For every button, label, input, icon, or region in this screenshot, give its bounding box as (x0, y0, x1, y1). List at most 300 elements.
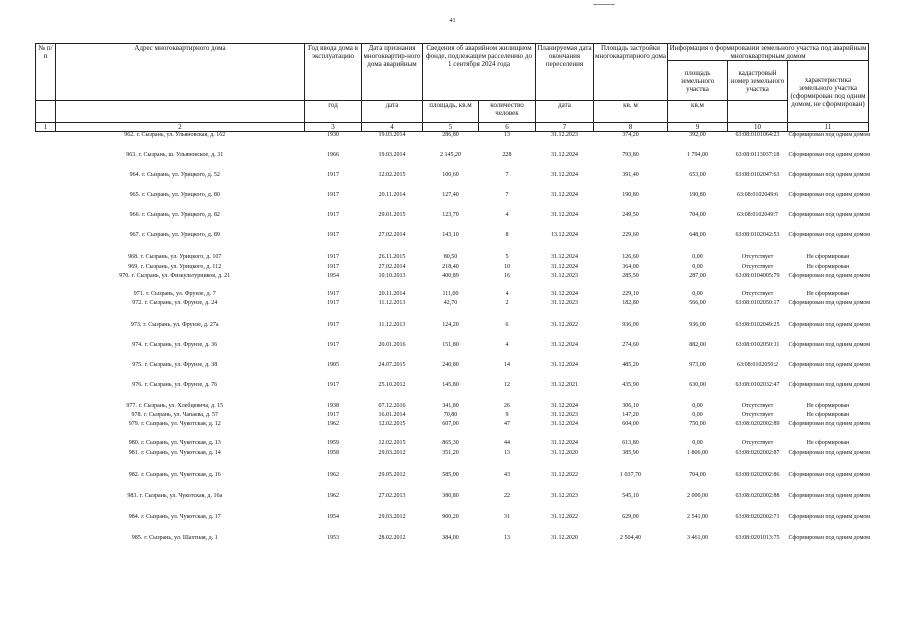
row-number: 967. (129, 231, 141, 238)
land-area-cell: 566,00 (689, 299, 706, 306)
plan-date-cell: 31.12.2021 (551, 381, 578, 388)
plan-date-cell: 31.12.2024 (551, 151, 578, 158)
year-cell: 1953 (327, 534, 339, 541)
land-area-cell: 2 541,00 (687, 513, 708, 520)
status-cell: Сформирован под одним домом (788, 471, 871, 478)
column-number: 6 (479, 123, 536, 132)
plan-date-cell: 31.12.2023 (551, 492, 578, 499)
year-cell: 1917 (327, 290, 339, 297)
address-cell (36, 412, 305, 421)
address-text: г. Сызрань, ул. Чукотская, д. 13 (141, 439, 221, 446)
date-cell: 25.10.2012 (378, 381, 406, 388)
year-cell: 1917 (327, 299, 339, 306)
land-area-cell: 0,00 (692, 290, 703, 297)
header-row-1 (36, 44, 869, 61)
address-text: г. Сызрань, ул. Фрунзе, д. 38 (144, 361, 218, 368)
cadastral-cell: 63:08:0102050:2 (736, 361, 778, 368)
area-cell: 351,20 (442, 449, 459, 456)
header-address: Адрес многоквартирного дома (56, 44, 305, 101)
plan-date-cell: 31.12.2023 (551, 272, 578, 279)
table-row (36, 535, 869, 555)
status-cell: Сформирован под одним домом (788, 534, 871, 541)
year-cell: 1958 (327, 449, 339, 456)
land-area-cell: 648,00 (689, 231, 706, 238)
build-area-cell: 147,20 (622, 411, 639, 418)
address-cell (36, 450, 305, 472)
land-area-cell: 973,00 (689, 361, 706, 368)
area-cell: 111,00 (442, 290, 459, 297)
people-cell: 10 (504, 263, 510, 270)
table-row (36, 212, 869, 232)
area-cell: 900,20 (442, 513, 459, 520)
date-cell: 12.02.2015 (378, 171, 406, 178)
table-row (36, 152, 869, 172)
build-area-cell: 182,80 (622, 299, 639, 306)
status-cell: Сформирован под одним домом (788, 449, 871, 456)
cadastral-cell: 63:08:0201013:75 (735, 534, 780, 541)
address-cell (36, 300, 305, 322)
row-number: 968. (128, 253, 139, 260)
year-cell: 1930 (327, 132, 339, 138)
address-text: г. Сызрань, ул. Урицкого, д. 107 (140, 253, 222, 260)
people-cell: 13 (504, 534, 510, 541)
area-cell: 100,60 (442, 171, 459, 178)
area-cell: 143,10 (442, 231, 459, 238)
status-cell: Сформирован под одним домом (788, 151, 871, 158)
address-text: г. Сызрань, ул. Урицкого, д. 89 (142, 231, 220, 238)
build-area-cell: 190,80 (622, 191, 639, 198)
build-area-cell: 126,60 (622, 253, 639, 260)
header-year: Год ввода дома в эксплуатацию (305, 44, 362, 101)
date-cell: 19.03.2014 (378, 151, 406, 158)
address-text: г. Сызрань, ул. Чапаева, д. 57 (143, 411, 219, 418)
year-cell: 1917 (327, 211, 339, 218)
year-cell: 1917 (327, 191, 339, 198)
date-cell: 10.10.2013 (378, 272, 406, 279)
address-text: г. Сызрань, ул. Физкультурников, д. 21 (131, 272, 231, 279)
plan-date-cell: 31.12.2024 (551, 290, 578, 297)
plan-date-cell: 31.12.2024 (551, 402, 578, 409)
land-area-cell: 704,00 (689, 471, 706, 478)
column-number: 3 (305, 123, 362, 132)
area-cell: 80,50 (443, 253, 458, 260)
plan-date-cell: 13.12.2024 (551, 231, 578, 238)
table-row (36, 382, 869, 403)
year-cell: 1966 (327, 151, 339, 158)
address-text: г. Сызрань, ул. Фрунзе, д. 27а (143, 321, 219, 328)
cadastral-cell: 63:08:0102042:53 (735, 231, 780, 238)
area-cell: 341,80 (442, 402, 459, 409)
land-area-cell: 3 461,00 (687, 534, 708, 541)
date-cell: 12.02.2015 (378, 439, 406, 446)
row-number: 981. (128, 449, 140, 456)
date-cell: 26.11.2015 (378, 253, 406, 260)
address-text: г. Сызрань, ул. Фрунзе, д. 76 (144, 381, 218, 388)
plan-date-cell: 31.12.2020 (551, 449, 578, 456)
table-row (36, 273, 869, 291)
column-number: 1 (36, 123, 56, 132)
people-cell: 4 (505, 211, 509, 218)
cadastral-cell: 63:08:0102032:47 (735, 381, 780, 388)
people-cell: 12 (504, 381, 510, 388)
unit-area: площадь, кв.м (423, 101, 479, 123)
housing-table (35, 43, 869, 555)
row-number: 985. (131, 534, 143, 541)
page-number: 41 (449, 18, 456, 24)
cadastral-cell: 63:08:0102047:63 (735, 171, 780, 178)
address-text: г. Сызрань, ул. Чукотская, д. 16 (141, 471, 221, 478)
status-cell: Сформирован под одним домом (788, 381, 871, 388)
area-cell: 240,80 (442, 361, 459, 368)
land-area-cell: 0,00 (692, 439, 703, 446)
date-cell: 16.01.2014 (378, 411, 406, 418)
area-cell: 124,20 (442, 321, 459, 328)
address-cell (36, 421, 305, 440)
build-area-cell: 936,00 (622, 321, 639, 328)
area-cell: 123,70 (442, 211, 459, 218)
land-area-cell: 704,00 (689, 211, 706, 218)
people-cell: 47 (504, 420, 510, 427)
status-cell: Сформирован под одним домом (788, 492, 871, 499)
people-cell: 26 (504, 402, 510, 409)
people-cell: 7 (505, 191, 509, 198)
unit-land-area: кв.м (668, 101, 728, 123)
area-cell: 286,80 (442, 132, 459, 138)
address-text: г. Сызрань, ул. Чукотская, д. 14 (141, 449, 221, 456)
address-text: г. Сызрань, ул. Чукотская, д. 17 (141, 513, 221, 520)
year-cell: 1917 (327, 341, 339, 348)
build-area-cell: 793,80 (622, 151, 639, 158)
cadastral-cell: 63:08:0102049:25 (735, 321, 780, 328)
status-cell: Сформирован под одним домом (788, 341, 871, 348)
plan-date-cell: 31.12.2024 (551, 171, 578, 178)
people-cell: 43 (504, 471, 510, 478)
plan-date-cell: 31.12.2023 (551, 299, 578, 306)
year-cell: 1954 (327, 513, 339, 520)
row-number: 977. (126, 402, 137, 409)
area-cell: 218,40 (442, 263, 459, 270)
column-number: 5 (423, 123, 479, 132)
address-cell (36, 192, 305, 212)
row-number: 970. (119, 272, 130, 279)
area-cell: 127,40 (442, 191, 459, 198)
address-text: г. Сызрань, ул. Урицкого, д. 80 (142, 191, 220, 198)
address-cell (36, 472, 305, 493)
address-cell (36, 273, 305, 291)
build-area-cell: 285,50 (622, 272, 639, 279)
people-cell: 14 (504, 361, 510, 368)
area-cell: 865,30 (442, 439, 459, 446)
plan-date-cell: 31.12.2024 (551, 263, 578, 270)
year-cell: 1917 (327, 231, 339, 238)
area-cell: 2 145,20 (440, 151, 461, 158)
people-cell: 8 (505, 231, 509, 238)
cadastral-cell: 63:08:0104005:79 (735, 272, 780, 279)
address-cell (36, 264, 305, 273)
year-cell: 1962 (327, 492, 339, 499)
table-row (36, 421, 869, 440)
table-row (36, 412, 869, 421)
land-area-cell: 882,00 (689, 341, 706, 348)
address-cell (36, 291, 305, 300)
cadastral-cell: 63:08:0101064:23 (735, 132, 780, 138)
table-row (36, 291, 869, 300)
build-area-cell: 604,00 (622, 420, 639, 427)
cadastral-cell: 63:08:0202002:71 (735, 513, 780, 520)
table-body (36, 132, 869, 555)
address-cell (36, 342, 305, 362)
plan-date-cell: 31.12.2022 (551, 513, 578, 520)
date-cell: 20.11.2014 (378, 290, 406, 297)
build-area-cell: 229,10 (622, 290, 639, 297)
build-area-cell: 545,10 (622, 492, 639, 499)
address-text: г. Сызрань, ул. Урицкого, д. 52 (142, 171, 220, 178)
date-cell: 12.02.2015 (378, 420, 406, 427)
year-cell: 1917 (327, 321, 339, 328)
date-cell: 07.12.2016 (378, 402, 406, 409)
row-number: 975. (132, 361, 143, 368)
status-cell: Сформирован под одним домом (788, 321, 871, 328)
address-cell (36, 322, 305, 342)
year-cell: 1938 (327, 402, 339, 409)
people-cell: 7 (505, 171, 509, 178)
table-row (36, 403, 869, 412)
table-row (36, 450, 869, 472)
land-area-cell: 2 000,00 (687, 492, 708, 499)
status-cell: Не сформирован (806, 263, 850, 270)
build-area-cell: 364,00 (622, 263, 639, 270)
cadastral-cell: Отсутствует (741, 263, 774, 270)
people-cell: 13 (504, 132, 510, 138)
address-text: г. Сызрань, ул. Чукотская, д. 16а (139, 492, 223, 499)
address-text: г. Сызрань, ш. Ульяновское, д. 31 (138, 151, 224, 158)
build-area-cell: 613,80 (622, 439, 639, 446)
plan-date-cell: 31.12.2020 (551, 534, 578, 541)
table-row (36, 472, 869, 493)
land-area-cell: 287,00 (689, 272, 706, 279)
area-cell: 380,80 (442, 492, 459, 499)
unit-plan-date: дата (536, 101, 594, 123)
cadastral-cell: Отсутствует (741, 411, 774, 418)
table-row (36, 132, 869, 152)
people-cell: 6 (505, 321, 509, 328)
row-number: 984. (128, 513, 140, 520)
plan-date-cell: 31.12.2024 (551, 439, 578, 446)
row-number: 971. (133, 290, 145, 297)
unit-build-area: кв. м (594, 101, 668, 123)
address-text: г. Сызрань, ул. Фрунзе, д. 36 (144, 341, 218, 348)
status-cell: Сформирован под одним домом (788, 191, 871, 198)
build-area-cell: 229,60 (622, 231, 639, 238)
row-number: 972. (132, 299, 143, 306)
plan-date-cell: 31.12.2023 (551, 132, 578, 138)
table-row (36, 172, 869, 192)
status-cell: Сформирован под одним домом (788, 171, 871, 178)
plan-date-cell: 31.12.2024 (551, 361, 578, 368)
area-cell: 145,80 (442, 381, 459, 388)
plan-date-cell: 31.12.2024 (551, 341, 578, 348)
address-text: г. Сызрань, ул. Хлебцевича, д. 15 (138, 402, 224, 409)
people-cell: 9 (505, 411, 509, 418)
date-cell: 29.05.2012 (378, 471, 406, 478)
date-cell: 24.07.2015 (378, 361, 406, 368)
land-area-cell: 653,00 (689, 171, 706, 178)
row-number: 964. (129, 171, 141, 178)
status-cell: Не сформирован (806, 290, 850, 297)
address-text: г. Сызрань, ул. Ульяновская, д. 162 (136, 132, 226, 138)
column-number: 2 (56, 123, 305, 132)
land-area-cell: 936,00 (689, 321, 706, 328)
column-number: 4 (362, 123, 423, 132)
address-cell (36, 403, 305, 412)
header-planned-date: Планируемая дата окончания переселения (536, 44, 594, 101)
header-land-status: характеристика земельного участка (сформирован под одним домом, не сформирован) (788, 61, 869, 123)
address-text: г. Сызрань, ул. Фрунзе, д. 7 (146, 290, 216, 297)
build-area-cell: 391,40 (622, 171, 639, 178)
date-cell: 20.01.2016 (378, 341, 406, 348)
address-cell (36, 514, 305, 535)
people-cell: 22 (504, 492, 510, 499)
header-cadastral: кадастровый номер земельного участка (728, 61, 788, 101)
address-cell (36, 493, 305, 514)
table-row (36, 342, 869, 362)
row-number: 983. (127, 492, 138, 499)
plan-date-cell: 31.12.2024 (551, 211, 578, 218)
table-row (36, 514, 869, 535)
address-cell (36, 212, 305, 232)
people-cell: 31 (504, 513, 510, 520)
column-number: 9 (668, 123, 728, 132)
build-area-cell: 374,20 (622, 132, 639, 138)
status-cell: Не сформирован (806, 411, 850, 418)
table-row (36, 232, 869, 254)
status-cell: Сформирован под одним домом (788, 420, 871, 427)
column-number: 8 (594, 123, 668, 132)
build-area-cell: 485,20 (622, 361, 639, 368)
area-cell: 607,00 (442, 420, 459, 427)
row-number: 973. (130, 321, 142, 328)
status-cell: Не сформирован (806, 402, 850, 409)
area-cell: 70,80 (443, 411, 458, 418)
year-cell: 1917 (327, 253, 339, 260)
cadastral-cell: 63:08:0102050:11 (735, 341, 780, 348)
column-number-row (36, 123, 869, 132)
status-cell: Не сформирован (806, 253, 850, 260)
address-cell (36, 172, 305, 192)
build-area-cell: 274,60 (622, 341, 639, 348)
header-build-area: Площадь застройки многоквартирного дома (594, 44, 668, 101)
unit-date: дата (362, 101, 423, 123)
row-number: 978. (131, 411, 142, 418)
land-area-cell: 0,00 (692, 402, 703, 409)
date-cell: 11.12.2013 (378, 321, 406, 328)
status-cell: Сформирован под одним домом (788, 513, 871, 520)
header-land-info: Информация о формировании земельного участка под аварийным многоквартирным домом (668, 44, 869, 61)
row-number: 976. (132, 381, 143, 388)
plan-date-cell: 31.12.2022 (551, 321, 578, 328)
address-text: г. Сызрань, ул. Урицкого, д. 112 (140, 263, 222, 270)
cadastral-cell: 63:08:0102049:6 (736, 191, 778, 198)
cadastral-cell: 63:08:0102049:7 (736, 211, 778, 218)
header-num: № п/п (36, 44, 56, 101)
plan-date-cell: 31.12.2024 (551, 191, 578, 198)
unit-empty-10 (728, 101, 788, 123)
row-number: 962. (124, 132, 135, 138)
land-area-cell: 392,00 (689, 132, 706, 138)
cadastral-cell: 63:08:0202002:86 (735, 471, 780, 478)
year-cell: 1917 (327, 381, 339, 388)
year-cell: 1954 (327, 272, 339, 279)
column-number: 11 (788, 123, 869, 132)
land-area-cell: 0,00 (692, 411, 703, 418)
row-number: 965. (129, 191, 141, 198)
status-cell: Сформирован под одним домом (788, 272, 871, 279)
people-cell: 5 (505, 253, 509, 260)
cadastral-cell: Отсутствует (741, 290, 774, 297)
column-number: 10 (728, 123, 788, 132)
build-area-cell: 306,10 (622, 402, 639, 409)
unit-year: год (305, 101, 362, 123)
cadastral-cell: Отсутствует (741, 253, 774, 260)
status-cell: Сформирован под одним домом (788, 211, 871, 218)
date-cell: 29.01.2015 (378, 211, 406, 218)
date-cell: 29.03.2012 (378, 513, 406, 520)
land-area-cell: 630,00 (689, 381, 706, 388)
date-cell: 28.02.2012 (378, 534, 406, 541)
cadastral-cell: 63:08:0202002:87 (735, 449, 780, 456)
table-row (36, 300, 869, 322)
address-cell (36, 382, 305, 403)
people-cell: 44 (504, 439, 510, 446)
table-row (36, 493, 869, 514)
build-area-cell: 385,90 (622, 449, 639, 456)
build-area-cell: 629,00 (622, 513, 639, 520)
build-area-cell: 1 037,70 (620, 471, 641, 478)
land-area-cell: 190,80 (689, 191, 706, 198)
date-cell: 27.02.2014 (378, 263, 406, 270)
year-cell: 1962 (327, 471, 339, 478)
address-text: г. Сызрань, ул. Шахтная, д. 1 (144, 534, 218, 541)
status-cell: Не сформирован (806, 439, 850, 446)
row-number: 969. (128, 263, 139, 270)
table-row (36, 264, 869, 273)
year-cell: 1917 (327, 411, 339, 418)
date-cell: 27.02.2013 (378, 492, 406, 499)
row-number: 974. (132, 341, 143, 348)
date-cell: 19.03.2014 (378, 132, 406, 138)
area-cell: 384,00 (442, 534, 459, 541)
land-area-cell: 750,00 (689, 420, 706, 427)
address-text: г. Сызрань, ул. Урицкого, д. 82 (142, 211, 220, 218)
plan-date-cell: 31.12.2024 (551, 253, 578, 260)
date-cell: 29.03.2012 (378, 449, 406, 456)
cadastral-cell: 63:08:0202002:89 (735, 420, 780, 427)
status-cell: Сформирован под одним домом (788, 231, 871, 238)
people-cell: 13 (504, 449, 510, 456)
table-row (36, 192, 869, 212)
status-cell: Сформирован под одним домом (788, 132, 871, 138)
build-area-cell: 2 504,40 (620, 534, 641, 541)
header-emergency-date: Дата признания многоквартир-ного дома аварийным (362, 44, 423, 101)
area-cell: 585,00 (442, 471, 459, 478)
address-cell (36, 132, 305, 152)
unit-people: количество человек (479, 101, 536, 123)
build-area-cell: 249,50 (622, 211, 639, 218)
cadastral-cell: Отсутствует (741, 402, 774, 409)
plan-date-cell: 31.12.2023 (551, 411, 578, 418)
row-number: 966. (129, 211, 141, 218)
year-cell: 1917 (327, 263, 339, 270)
